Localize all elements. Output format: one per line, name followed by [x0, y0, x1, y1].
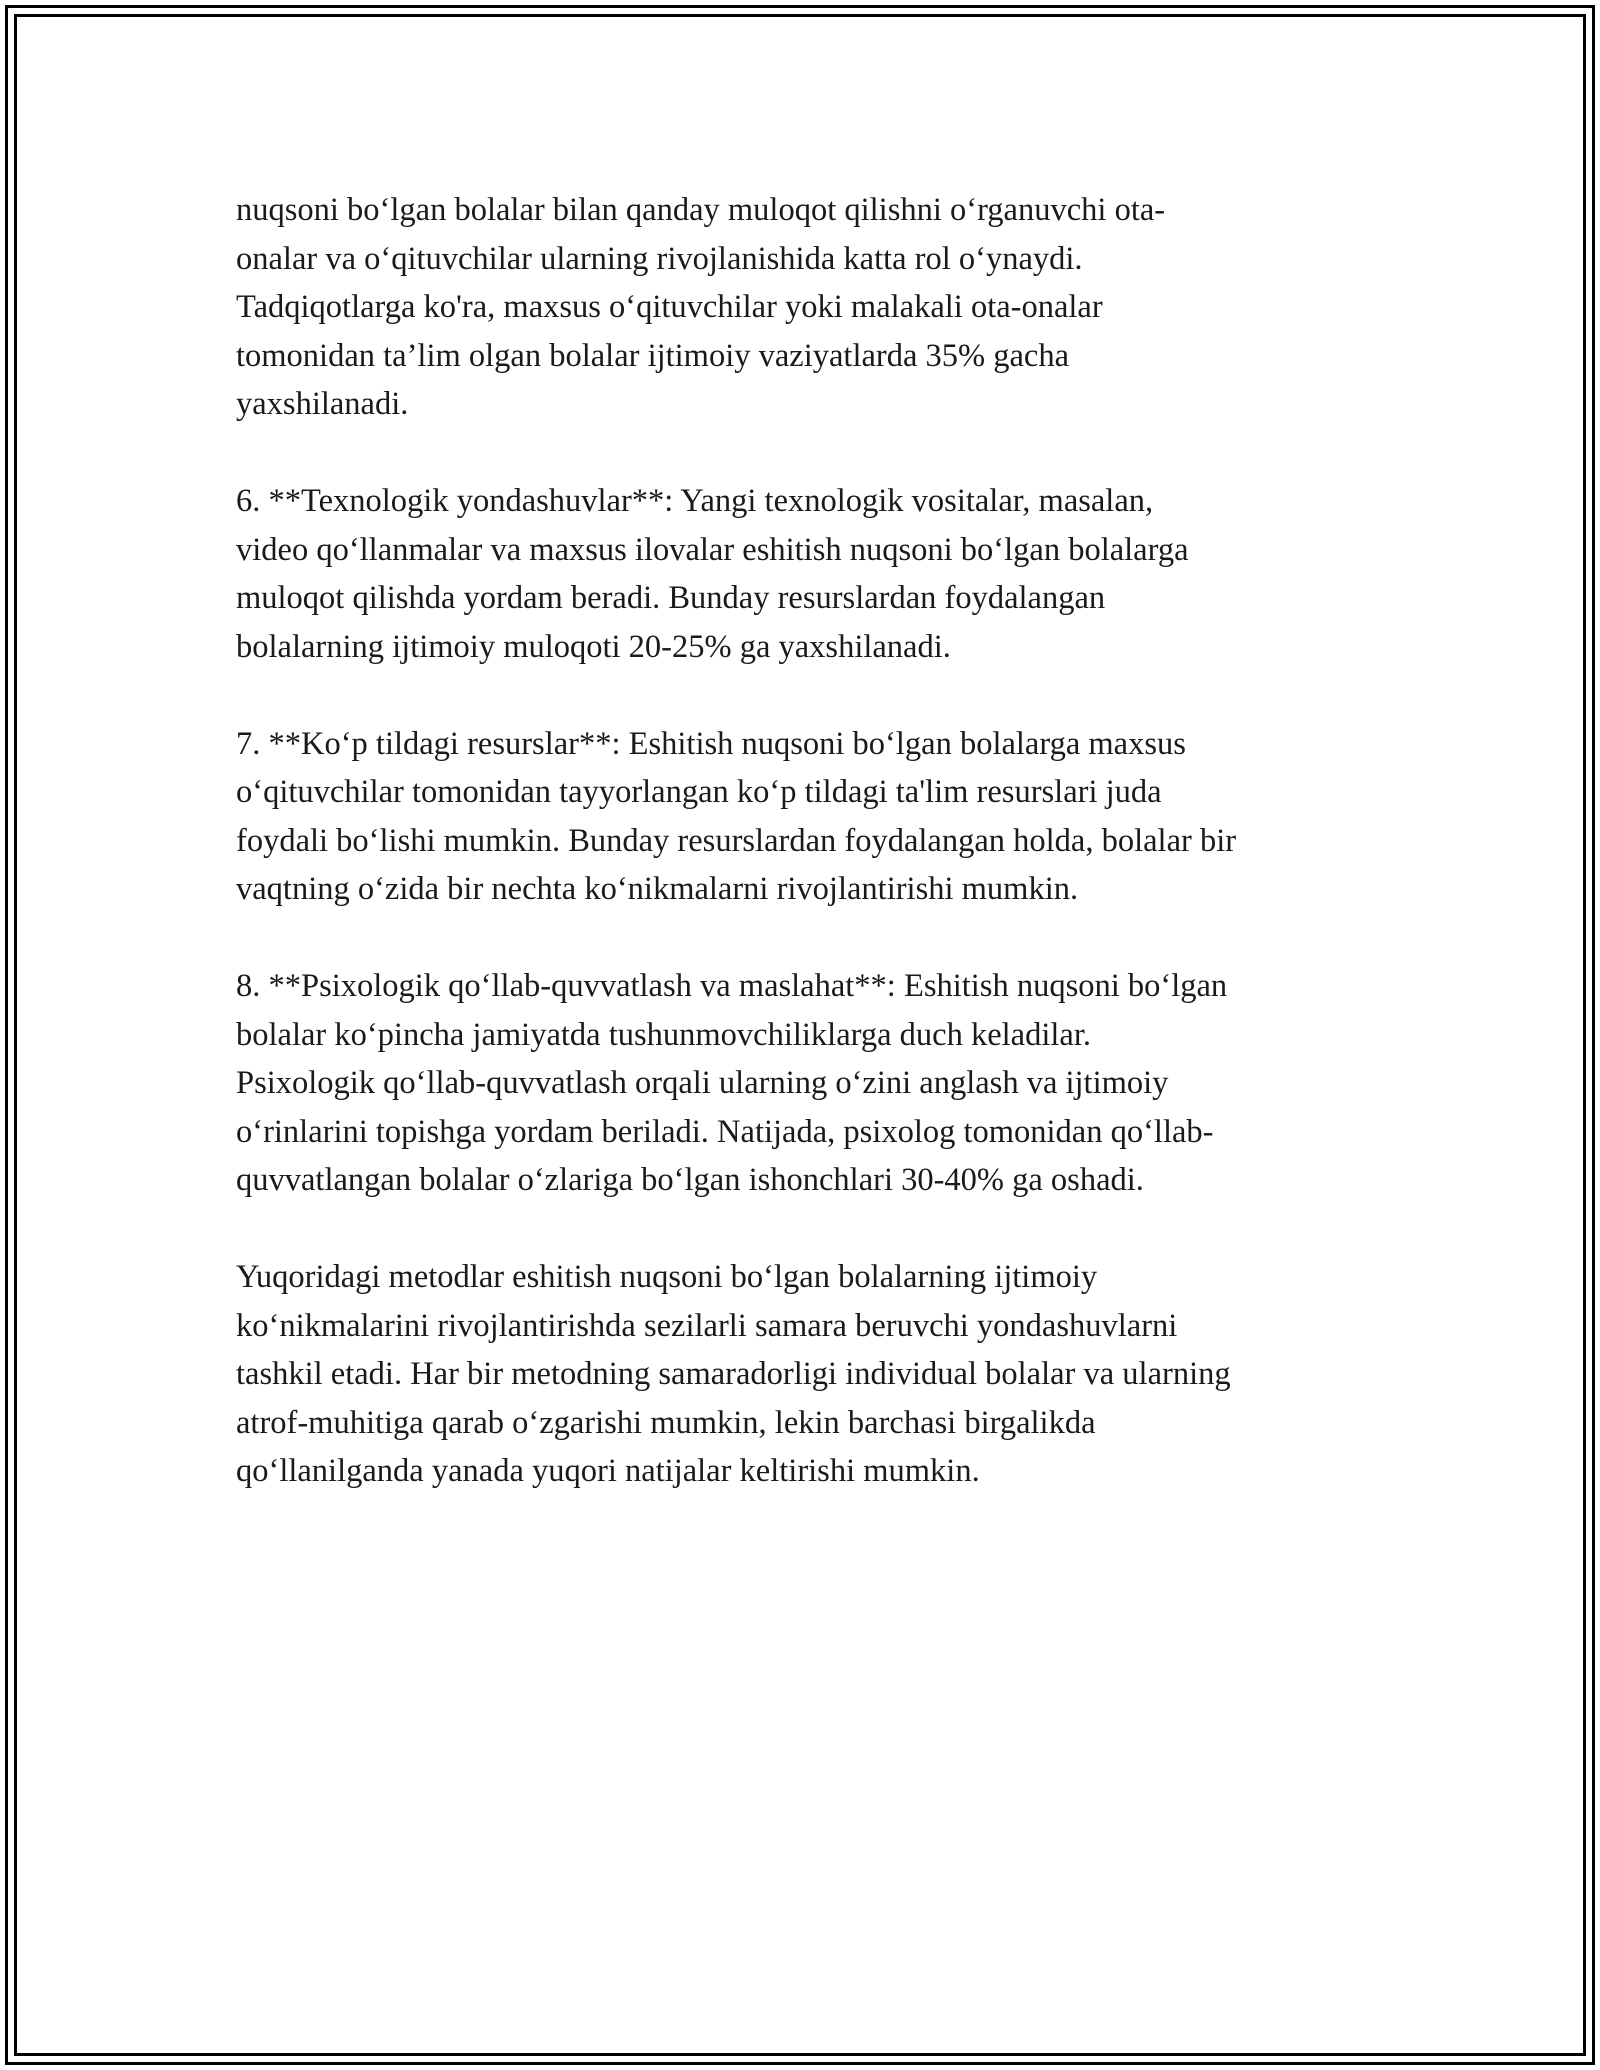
text-line: foydali boʻlishi mumkin. Bunday resurslardan foydalangan holda, bolalar bir	[236, 822, 1237, 859]
text-line: onalar va oʻqituvchilar ularning rivojlanishida katta rol oʻynaydi.	[236, 240, 1083, 277]
text-line: vaqtning oʻzida bir nechta koʻnikmalarni rivojlantirishi mumkin.	[236, 871, 1079, 907]
text-line: nuqsoni boʻlgan bolalar bilan qanday muloqot qilishni oʻrganuvchi ota-	[236, 192, 1166, 228]
text-line: bolalarning ijtimoiy muloqoti 20-25% ga yaxshilanadi.	[236, 628, 951, 665]
text-line: koʻnikmalarini rivojlantirishda sezilarli samara beruvchi yondashuvlarni	[236, 1307, 1178, 1344]
text-line: 8. **Psixologik qoʻllab-quvvatlash va maslahat**: Eshitish nuqsoni boʻlgan	[236, 968, 1228, 1004]
paragraph-intro-continuation	[236, 186, 1376, 429]
text-line: 6. **Texnologik yondashuvlar**: Yangi texnologik vositalar, masalan,	[236, 483, 1154, 519]
text-line: oʻqituvchilar tomonidan tayyorlangan koʻp tildagi ta'lim resurslari juda	[236, 774, 1162, 810]
text-line: Yuqoridagi metodlar eshitish nuqsoni boʻlgan bolalarning ijtimoiy	[236, 1259, 1098, 1295]
text-line: Tadqiqotlarga ko'ra, maxsus oʻqituvchilar yoki malakali ota-onalar	[236, 289, 1103, 325]
text-line: muloqot qilishda yordam beradi. Bunday resurslardan foydalangan	[236, 580, 1106, 616]
text-line: video qoʻllanmalar va maxsus ilovalar eshitish nuqsoni boʻlgan bolalarga	[236, 531, 1189, 568]
paragraph-item-7	[236, 720, 1376, 914]
text-line: Psixologik qoʻllab-quvvatlash orqali ularning oʻzini anglash va ijtimoiy	[236, 1065, 1169, 1101]
text-line: tomonidan ta’lim olgan bolalar ijtimoiy vaziyatlarda 35% gacha	[236, 337, 1070, 374]
paragraph-item-8	[236, 962, 1376, 1205]
text-line: bolalar koʻpincha jamiyatda tushunmovchiliklarga duch keladilar.	[236, 1016, 1091, 1053]
text-line: 7. **Koʻp tildagi resurslar**: Eshitish nuqsoni boʻlgan bolalarga maxsus	[236, 725, 1186, 762]
text-line: qoʻllanilganda yanada yuqori natijalar keltirishi mumkin.	[236, 1453, 980, 1489]
paragraph-item-6	[236, 477, 1376, 671]
text-line: tashkil etadi. Har bir metodning samaradorligi individual bolalar va ularning	[236, 1356, 1231, 1392]
text-line: oʻrinlarini topishga yordam beriladi. Natijada, psixolog tomonidan qoʻllab-	[236, 1113, 1214, 1150]
text-line: atrof-muhitiga qarab oʻzgarishi mumkin, lekin barchasi birgalikda	[236, 1404, 1096, 1441]
text-line: yaxshilanadi.	[236, 386, 409, 422]
text-line: quvvatlangan bolalar oʻzlariga boʻlgan ishonchlari 30-40% ga oshadi.	[236, 1162, 1144, 1198]
paragraph-conclusion	[236, 1253, 1376, 1496]
document-body	[236, 186, 1376, 1544]
